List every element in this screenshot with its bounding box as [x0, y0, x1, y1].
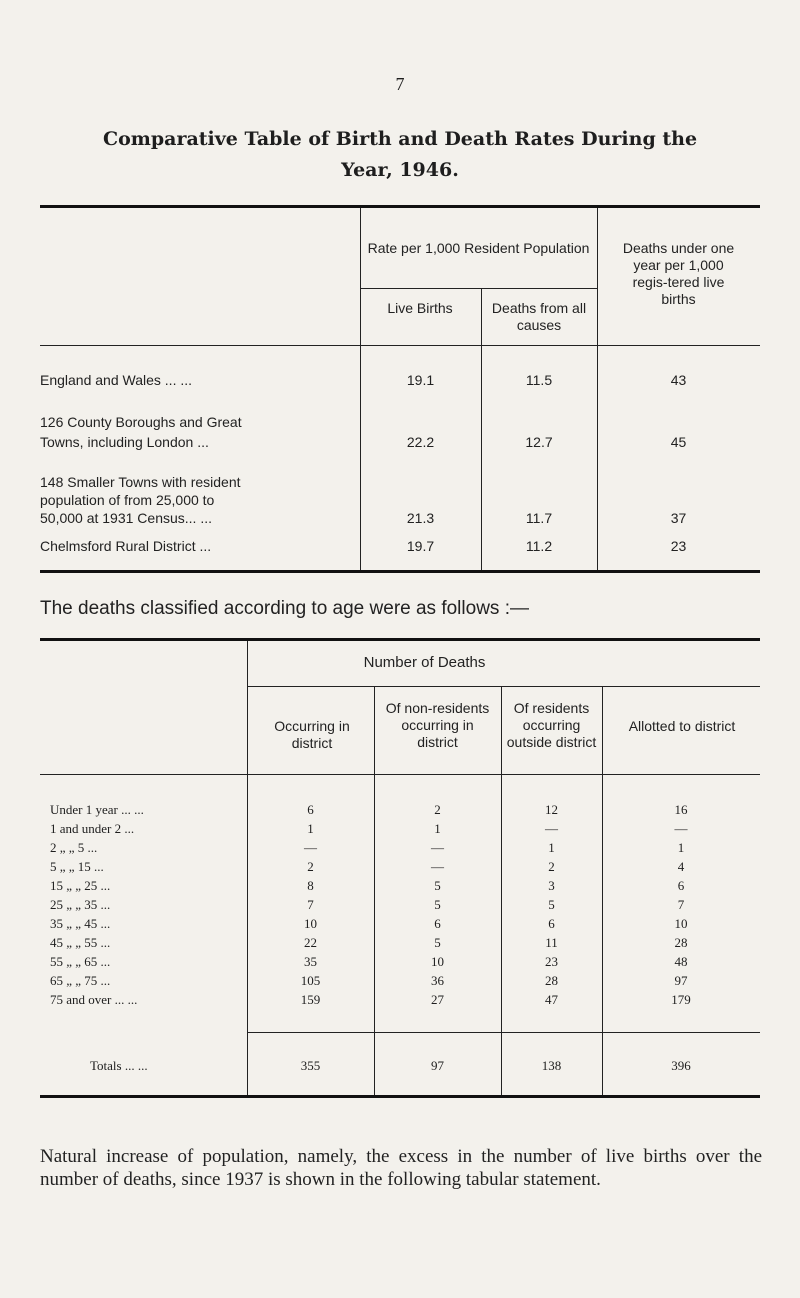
age-group: 65 „ „ 75 ... [50, 973, 111, 988]
allotted-value: 97 [674, 973, 688, 988]
infant-deaths-value: 45 [670, 434, 687, 450]
table1-bottom-rule [40, 570, 760, 573]
table-row [40, 878, 760, 897]
non-residents-value: 27 [431, 992, 444, 1007]
occurring-value: 6 [307, 802, 314, 817]
infant-deaths-value: 23 [670, 538, 687, 554]
header-deaths-all-causes: Deaths from all causes [491, 300, 587, 333]
table-row [40, 954, 760, 973]
table1-row-label: population of from 25,000 to [40, 492, 215, 508]
table-row [40, 916, 760, 935]
outside-value: 28 [545, 973, 558, 988]
outside-value: 5 [548, 897, 555, 912]
non-residents-value: 2 [434, 802, 441, 817]
live-births-value: 19.1 [406, 372, 435, 388]
non-residents-value: 5 [434, 935, 441, 950]
allotted-value: 6 [677, 878, 685, 893]
non-residents-value: 36 [431, 973, 444, 988]
allotted-value: 48 [674, 954, 688, 969]
table1-row-label: England and Wales ... ... [40, 372, 193, 388]
age-group: 25 „ „ 35 ... [50, 897, 111, 912]
title-line-2: Year, 1946. [341, 159, 459, 181]
age-group: 45 „ „ 55 ... [50, 935, 111, 950]
occurring-value: 2 [307, 859, 314, 874]
age-classification-caption: The deaths classified according to age were as follows :— [40, 598, 529, 619]
outside-value: 6 [548, 916, 555, 931]
outside-value: 3 [548, 878, 555, 893]
outside-value: 1 [548, 840, 555, 855]
occurring-value: 7 [307, 897, 314, 912]
occurring-value: — [304, 840, 317, 855]
table-row [40, 821, 760, 840]
non-residents-value: 10 [431, 954, 444, 969]
table-row [40, 802, 760, 821]
deaths-value: 11.2 [525, 538, 553, 554]
table-row [40, 992, 760, 1011]
allotted-value: — [674, 821, 688, 836]
occurring-value: 105 [300, 973, 321, 988]
natural-increase-paragraph: Natural increase of population, namely, the excess in the number of live births over the number of deaths, since 1937 is shown in the following tabular statement. [40, 1146, 762, 1190]
deaths-value: 12.7 [525, 434, 553, 450]
occurring-value: 8 [307, 878, 314, 893]
table1-header-rule [40, 345, 760, 346]
table-row [40, 897, 760, 916]
allotted-value: 7 [677, 897, 685, 912]
age-group: 35 „ „ 45 ... [50, 916, 111, 931]
live-births-value: 19.7 [406, 538, 435, 554]
non-residents-total: 97 [431, 1058, 444, 1073]
age-group: 55 „ „ 65 ... [50, 954, 111, 969]
age-group: 1 and under 2 ... [50, 821, 135, 836]
non-residents-value: 5 [434, 878, 441, 893]
occurring-value: 159 [300, 992, 321, 1007]
outside-value: 11 [545, 935, 558, 950]
header-rate-per-1000: Rate per 1,000 Resident Population [367, 240, 590, 256]
occurring-value: 1 [307, 821, 314, 836]
header-occurring-in-district: Occurring in district [274, 718, 350, 751]
allotted-value: 179 [671, 992, 691, 1007]
table2-header-rule [40, 774, 760, 775]
table1-row-label: 126 County Boroughs and Great [40, 414, 242, 430]
header-live-births: Live Births [387, 300, 453, 316]
non-residents-value: — [431, 859, 444, 874]
age-group: Under 1 year ... ... [50, 802, 144, 817]
header-allotted-to-district: Allotted to district [628, 718, 736, 734]
header-residents-outside: Of residents occurring outside district [506, 700, 597, 750]
header-non-residents: Of non-residents occurring in district [385, 700, 490, 750]
allotted-value: 4 [677, 859, 685, 874]
header-infant-deaths: Deaths under one year per 1,000 regis-tered live births [622, 240, 735, 307]
age-group: 15 „ „ 25 ... [50, 878, 111, 893]
table1-top-rule [40, 205, 760, 208]
occurring-total: 355 [300, 1058, 321, 1073]
allotted-value: 16 [674, 802, 688, 817]
outside-total: 138 [541, 1058, 562, 1073]
page-number: 7 [395, 74, 405, 94]
outside-value: 23 [545, 954, 558, 969]
live-births-value: 22.2 [406, 434, 435, 450]
table-row [40, 859, 760, 878]
table1-row-label: Chelmsford Rural District ... [40, 538, 212, 554]
title-line-1: Comparative Table of Birth and Death Rates During the [102, 128, 698, 150]
outside-value: 2 [548, 859, 555, 874]
header-number-of-deaths: Number of Deaths [363, 654, 486, 671]
table-row [40, 840, 760, 859]
age-group: 5 „ „ 15 ... [50, 859, 104, 874]
occurring-value: 35 [304, 954, 317, 969]
table1-row-label: 50,000 at 1931 Census... ... [40, 510, 213, 526]
allotted-value: 28 [674, 935, 688, 950]
table-row [40, 935, 760, 954]
live-births-value: 21.3 [406, 510, 435, 526]
table1-row-label: Towns, including London ... [40, 434, 209, 450]
allotted-value: 10 [674, 916, 688, 931]
table1-row-label: 148 Smaller Towns with resident [40, 474, 241, 490]
deaths-value: 11.7 [525, 510, 553, 526]
non-residents-value: 5 [434, 897, 441, 912]
table2-bottom-rule [40, 1095, 760, 1098]
page-title [60, 124, 740, 186]
outside-value: 12 [545, 802, 558, 817]
allotted-value: 1 [677, 840, 685, 855]
infant-deaths-value: 37 [670, 510, 687, 526]
outside-value: 47 [545, 992, 558, 1007]
occurring-value: 22 [304, 935, 317, 950]
age-group: 2 „ „ 5 ... [50, 840, 98, 855]
infant-deaths-value: 43 [670, 372, 687, 388]
non-residents-value: 6 [434, 916, 441, 931]
table-row [40, 973, 760, 992]
table2-top-rule [40, 638, 760, 641]
outside-value: — [545, 821, 558, 836]
totals-label: Totals ... ... [90, 1058, 148, 1073]
totals-rule [247, 1032, 760, 1033]
age-group: 75 and over ... ... [50, 992, 138, 1007]
deaths-value: 11.5 [525, 372, 553, 388]
occurring-value: 10 [304, 916, 317, 931]
non-residents-value: — [431, 840, 444, 855]
non-residents-value: 1 [434, 821, 441, 836]
allotted-total: 396 [671, 1058, 691, 1073]
totals-row [40, 1058, 760, 1077]
